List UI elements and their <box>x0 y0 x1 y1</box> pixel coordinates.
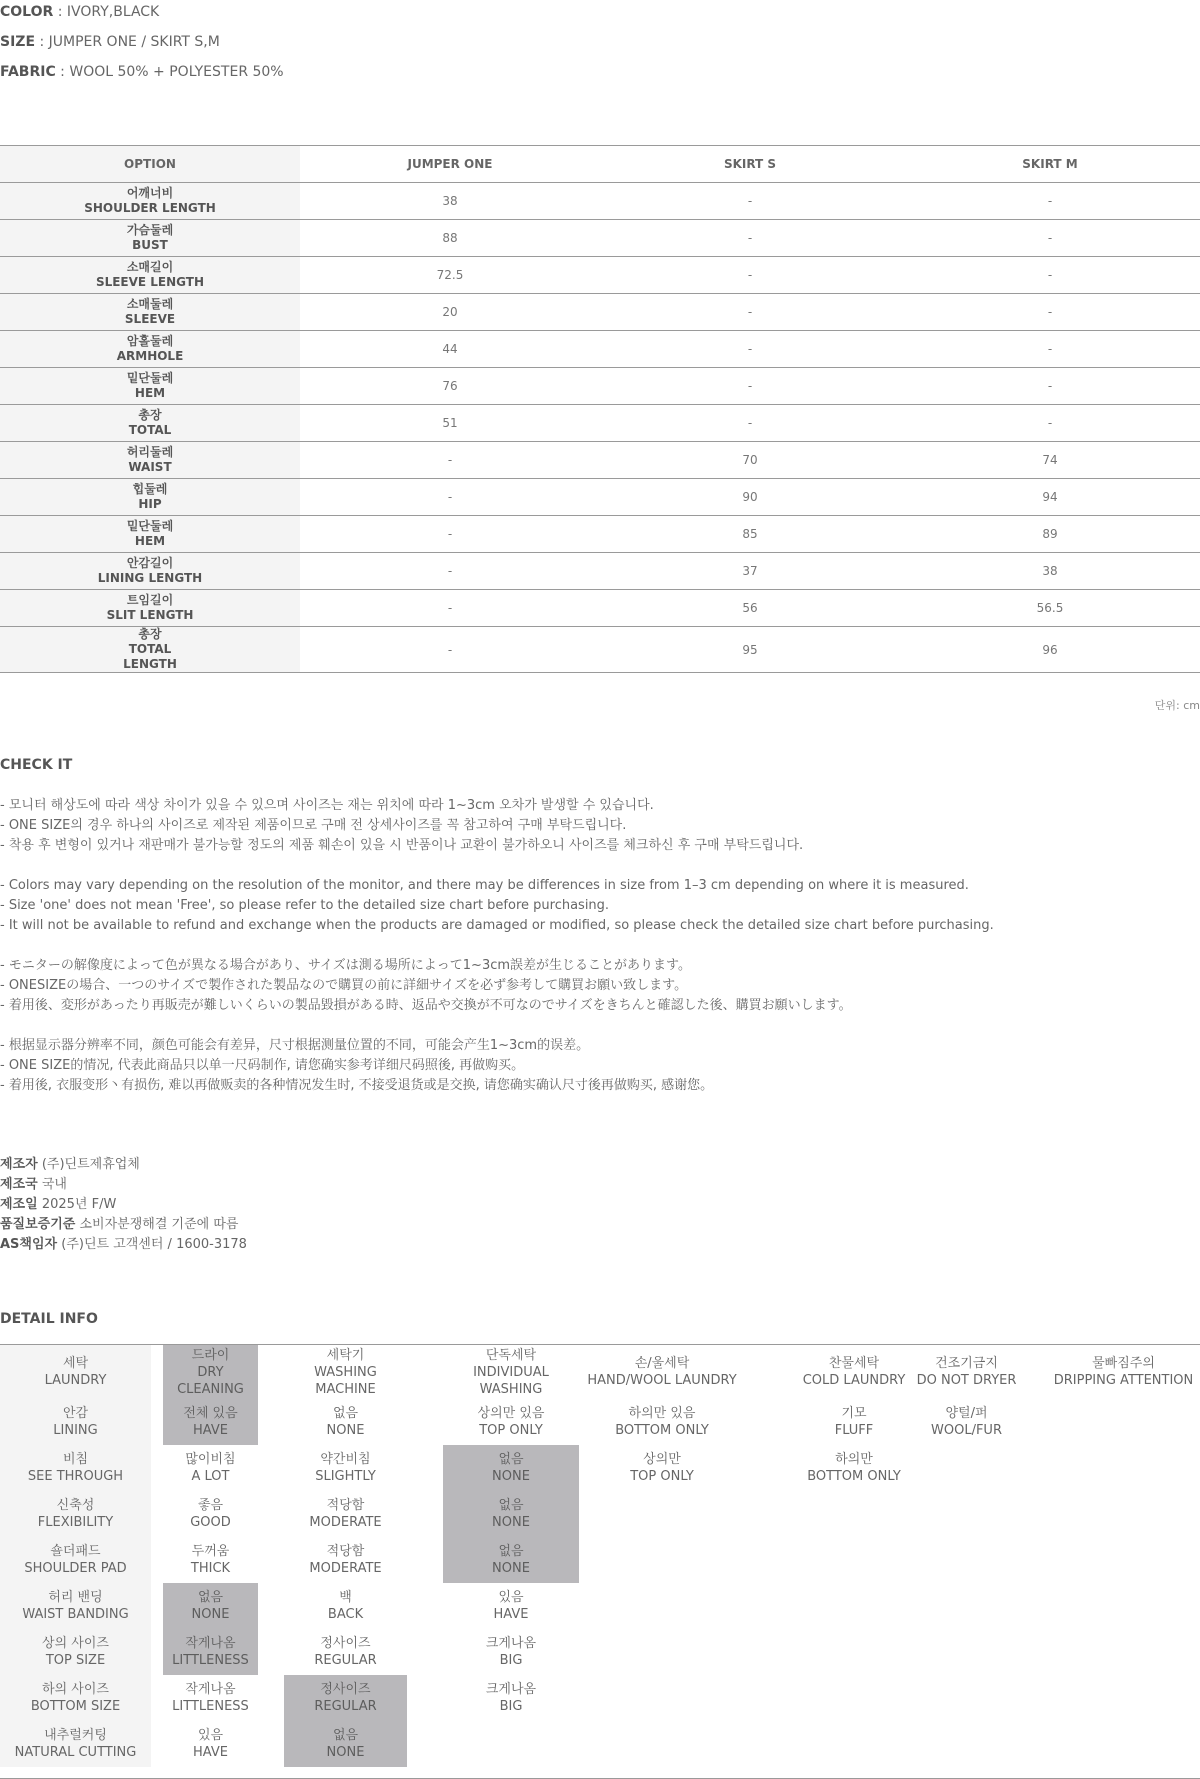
detail-category-text: 숄더패드 <box>50 1544 101 1559</box>
size-row-label-en: HEM <box>134 386 166 400</box>
detail-option-text: THICK <box>190 1561 231 1576</box>
detail-option-text: GOOD <box>190 1515 231 1530</box>
detail-option <box>578 1399 746 1445</box>
detail-option-selected <box>163 1399 258 1445</box>
size-cell: - <box>1047 416 1053 430</box>
size-row-label-ko: 소매둘레 <box>126 297 174 311</box>
detail-option-text: 적당함 <box>326 1498 365 1513</box>
detail-category-text: BOTTOM SIZE <box>30 1699 121 1714</box>
detail-option-text: 백 <box>339 1590 352 1605</box>
detail-option <box>284 1445 407 1491</box>
detail-option <box>908 1345 1025 1399</box>
size-cell: - <box>447 642 453 657</box>
detail-option-text: DRIPPING ATTENTION <box>1053 1373 1194 1388</box>
note-spacer <box>0 936 1200 956</box>
detail-option-text: 약간비침 <box>320 1452 371 1467</box>
maker-line <box>0 1195 247 1215</box>
detail-option-text: FLUFF <box>834 1423 874 1438</box>
detail-category-text: TOP SIZE <box>45 1653 106 1668</box>
detail-option <box>163 1537 258 1583</box>
header-option: OPTION <box>0 146 300 183</box>
detail-category-text: 상의 사이즈 <box>42 1636 109 1651</box>
detail-category <box>0 1583 151 1629</box>
size-cell: - <box>1047 342 1053 356</box>
detail-option-text: 세탁기 <box>326 1347 365 1363</box>
size-row-label-ko: 어깨너비 <box>126 186 174 200</box>
note-line: - ONE SIZE的情况, 代表此商品只以单一尺码制作, 请您确实参考详细尺码照後, 再做购买。 <box>0 1058 525 1073</box>
detail-option <box>443 1345 579 1399</box>
detail-option <box>578 1445 746 1491</box>
size-row-label-ko: 힙둘레 <box>132 482 168 496</box>
note-line: - ONE SIZE의 경우 하나의 사이즈로 제작된 제품이므로 구매 전 상세사이즈를 꼭 참고하여 구매 부탁드립니다. <box>0 818 627 833</box>
note-line: - 着用後, 衣服变形丶有损伤, 难以再做贩卖的各种情况发生时, 不接受退货或是交换, 请您确实确认尺寸後再做购买, 感谢您。 <box>0 1078 714 1093</box>
size-row-label-en: SHOULDER LENGTH <box>84 201 216 215</box>
size-cell: - <box>1047 231 1053 245</box>
detail-option-text: 손/울세탁 <box>634 1356 690 1371</box>
size-row-label-en: SLIT LENGTH <box>106 608 194 622</box>
detail-option-text: HAVE <box>193 1745 228 1760</box>
detail-option-text: HAVE <box>193 1423 228 1438</box>
detail-option-text: BIG <box>499 1653 523 1668</box>
detail-option-text: 크게나옴 <box>485 1636 537 1651</box>
detail-option-text: 상의만 있음 <box>477 1406 545 1421</box>
size-row-label <box>0 553 300 590</box>
detail-option <box>791 1445 917 1491</box>
size-row-label-ko: 암홀둘레 <box>126 334 174 348</box>
note-line: - Size 'one' does not mean 'Free', so please refer to the detailed size chart before purchasing. <box>0 898 610 913</box>
detail-option-text: 건조기금지 <box>935 1356 998 1371</box>
detail-option-text: MODERATE <box>309 1561 382 1576</box>
detail-option-text: 찬물세탁 <box>828 1356 880 1371</box>
detail-category-text: NATURAL CUTTING <box>14 1745 137 1760</box>
detail-option-text: 적당함 <box>326 1544 365 1559</box>
size-row-label <box>0 627 300 673</box>
detail-option-text: 단독세탁 <box>485 1347 537 1363</box>
detail-option <box>284 1399 407 1445</box>
detail-option-selected <box>163 1583 258 1629</box>
detail-option-selected <box>284 1675 407 1721</box>
detail-category-text: WAIST BANDING <box>22 1607 129 1622</box>
size-row-label <box>0 331 300 368</box>
size-cell: 56 <box>742 601 758 615</box>
size-cell: 38 <box>442 194 458 208</box>
detail-option-text: 상의만 <box>643 1452 681 1467</box>
maker-value: 소비자분쟁해결 기준에 따름 <box>75 1217 239 1232</box>
detail-option-text: 두꺼움 <box>191 1544 230 1559</box>
detail-option <box>284 1491 407 1537</box>
detail-option <box>791 1399 917 1445</box>
spec-fabric <box>0 64 284 80</box>
size-cell: - <box>447 527 453 541</box>
header-skirt-m: SKIRT M <box>1022 157 1078 171</box>
maker-value: 국내 <box>37 1177 67 1192</box>
detail-option-selected <box>443 1537 579 1583</box>
detail-option-text: CLEANING <box>177 1381 244 1397</box>
size-row-label-en: ARMHOLE <box>116 349 184 363</box>
detail-info-grid <box>0 1345 1200 1778</box>
detail-option <box>284 1583 407 1629</box>
detail-option-text: 작게나옴 <box>185 1636 236 1651</box>
detail-category <box>0 1491 151 1537</box>
size-table-row <box>0 368 1200 405</box>
detail-category <box>0 1345 151 1399</box>
size-cell: 95 <box>742 642 758 657</box>
detail-option-text: 없음 <box>197 1590 224 1605</box>
detail-category-text: 허리 밴딩 <box>48 1590 103 1605</box>
detail-category-text: 세탁 <box>62 1356 89 1371</box>
size-cell: 76 <box>442 379 458 393</box>
detail-option-text: 정사이즈 <box>320 1636 371 1651</box>
size-table-row <box>0 479 1200 516</box>
size-cell: - <box>1047 305 1053 319</box>
detail-option-text: NONE <box>492 1469 530 1484</box>
size-table-row <box>0 553 1200 590</box>
maker-line <box>0 1155 247 1175</box>
detail-option-text: 전체 있음 <box>183 1406 238 1421</box>
detail-option <box>284 1345 407 1399</box>
unit-note: 단위: cm <box>1154 699 1200 712</box>
detail-option-text: LITTLENESS <box>172 1653 249 1668</box>
maker-label: 제조자 <box>0 1157 38 1172</box>
detail-option-text: SLIGHTLY <box>315 1469 376 1484</box>
detail-option <box>443 1399 579 1445</box>
detail-option-text: 물빠짐주의 <box>1092 1356 1155 1371</box>
detail-category-text: LINING <box>53 1423 98 1438</box>
size-row-label <box>0 294 300 331</box>
size-row-label-ko: 소매길이 <box>126 260 174 274</box>
size-row-label-en: TOTAL <box>128 423 172 437</box>
detail-option <box>163 1721 258 1767</box>
size-cell: - <box>747 416 753 430</box>
detail-category <box>0 1445 151 1491</box>
detail-option-text: TOP ONLY <box>630 1469 694 1484</box>
detail-option-selected <box>443 1491 579 1537</box>
detail-option-text: NONE <box>326 1423 365 1438</box>
maker-value: (주)딘트제휴업체 <box>37 1157 140 1172</box>
detail-option <box>163 1675 258 1721</box>
maker-label: 품질보증기준 <box>0 1217 76 1232</box>
detail-option-text: 드라이 <box>191 1347 230 1363</box>
maker-line <box>0 1215 247 1235</box>
detail-option-text: 없음 <box>498 1452 524 1467</box>
detail-option-text: 정사이즈 <box>320 1682 371 1697</box>
size-cell: - <box>747 305 753 319</box>
detail-category <box>0 1629 151 1675</box>
size-cell: - <box>447 601 453 615</box>
note-line: - 착용 후 변형이 있거나 재판매가 불가능할 정도의 제품 훼손이 있을 시 반품이나 교환이 불가하오니 사이즈를 체크하신 후 구매 부탁드립니다. <box>0 838 804 853</box>
size-table-row <box>0 257 1200 294</box>
size-row-label <box>0 368 300 405</box>
detail-option-text: 작게나옴 <box>185 1682 236 1697</box>
size-row-label-en: LINING LENGTH <box>97 571 203 585</box>
size-row-label-ko: 총장 <box>138 408 162 422</box>
check-it-title: CHECK IT <box>0 757 73 773</box>
detail-option-text: HAND/WOOL LAUNDRY <box>587 1373 737 1388</box>
size-cell: - <box>747 342 753 356</box>
detail-category-text: SEE THROUGH <box>27 1469 124 1484</box>
detail-option <box>578 1345 746 1399</box>
spec-fabric-value: : WOOL 50% + POLYESTER 50% <box>55 64 284 80</box>
spec-fabric-label: FABRIC <box>0 64 56 80</box>
detail-option-text: 많이비침 <box>185 1452 236 1467</box>
detail-category-text: LAUNDRY <box>44 1373 107 1388</box>
size-cell: - <box>747 194 753 208</box>
detail-option-text: NONE <box>492 1561 530 1576</box>
size-row-label-ko: 허리둘레 <box>126 445 174 459</box>
detail-category-text: 하의 사이즈 <box>42 1682 109 1697</box>
size-cell: 37 <box>742 564 758 578</box>
size-cell: 70 <box>742 453 758 467</box>
note-line: - Colors may vary depending on the resolution of the monitor, and there may be differences in size from 1–3 cm depending on where it is measured. <box>0 878 969 893</box>
size-cell: 85 <box>742 527 758 541</box>
detail-option <box>163 1491 258 1537</box>
detail-option-text: REGULAR <box>314 1699 377 1714</box>
size-row-label-en: BUST <box>132 238 168 252</box>
size-table-row <box>0 405 1200 442</box>
note-line: - ONESIZEの場合、一つのサイズで製作された製品なので購買の前に詳細サイズを必ず参考して購買お願い致します。 <box>0 978 688 993</box>
detail-option-text: 하의만 <box>835 1452 873 1467</box>
maker-label: 제조국 <box>0 1177 38 1192</box>
size-cell: 74 <box>1042 453 1058 467</box>
size-cell: 90 <box>742 490 758 504</box>
detail-option-text: 없음 <box>332 1728 359 1743</box>
maker-info <box>0 1155 247 1255</box>
detail-option <box>791 1345 917 1399</box>
detail-option-selected <box>163 1345 258 1399</box>
size-row-label-ko: 밑단둘레 <box>126 371 174 385</box>
detail-category <box>0 1537 151 1583</box>
note-line: - 着用後、変形があったり再販売が難しいくらいの製品毀損がある時、返品や交換が不可なのでサイズをきちんと確認した後、購買お願いします。 <box>0 998 852 1013</box>
detail-option-text: DRY <box>197 1364 224 1380</box>
size-row-label <box>0 442 300 479</box>
check-it-notes <box>0 796 1200 1096</box>
size-row-label <box>0 590 300 627</box>
detail-option-text: 하의만 있음 <box>628 1406 696 1421</box>
detail-category-text: FLEXIBILITY <box>37 1515 114 1530</box>
size-cell: 94 <box>1042 490 1058 504</box>
spec-color-value: : IVORY,BLACK <box>53 4 160 20</box>
maker-label: 제조일 <box>0 1197 38 1212</box>
detail-option <box>284 1537 407 1583</box>
size-table <box>0 145 1200 673</box>
size-row-label <box>0 516 300 553</box>
size-table-row <box>0 590 1200 627</box>
size-row-label-ko: 총장 <box>138 627 162 641</box>
detail-option-text: NONE <box>492 1515 530 1530</box>
size-row-label-en: SLEEVE LENGTH <box>95 275 205 289</box>
detail-info-title: DETAIL INFO <box>0 1311 98 1327</box>
size-table-row <box>0 442 1200 479</box>
spec-color-label: COLOR <box>0 4 54 20</box>
note-line: - 根据显示器分辨率不同，颜色可能会有差异，尺寸根据测量位置的不同，可能会产生1~3cm的误差。 <box>0 1038 590 1053</box>
spec-color <box>0 4 159 20</box>
size-cell: 20 <box>442 305 458 319</box>
header-jumper-one: JUMPER ONE <box>407 157 493 171</box>
size-cell: 56.5 <box>1036 601 1064 615</box>
size-cell: 44 <box>442 342 458 356</box>
detail-option-text: 크게나옴 <box>485 1682 537 1697</box>
size-row-label-en: HEM <box>134 534 166 548</box>
detail-option-text: DO NOT DRYER <box>916 1373 1017 1388</box>
size-cell: 38 <box>1042 564 1058 578</box>
size-cell: - <box>1047 194 1053 208</box>
detail-option-selected <box>443 1445 579 1491</box>
size-row-label-ko: 트임길이 <box>126 593 174 607</box>
detail-option-text: TOP ONLY <box>479 1423 543 1438</box>
detail-option <box>284 1629 407 1675</box>
note-spacer <box>0 856 1200 876</box>
detail-option-text: WOOL/FUR <box>931 1423 1002 1438</box>
size-row-label-en: WAIST <box>128 460 172 474</box>
detail-option <box>443 1629 579 1675</box>
size-cell: 72.5 <box>436 268 464 282</box>
size-cell: - <box>447 490 453 504</box>
size-cell: 89 <box>1042 527 1058 541</box>
size-cell: - <box>447 564 453 578</box>
maker-line <box>0 1175 247 1195</box>
size-row-label-ko: 밑단둘레 <box>126 519 174 533</box>
detail-option-text: MODERATE <box>309 1515 382 1530</box>
size-cell: - <box>1047 268 1053 282</box>
detail-option <box>163 1445 258 1491</box>
detail-option-text: WASHING MACHINE <box>314 1364 377 1397</box>
detail-option <box>443 1675 579 1721</box>
size-row-label-en: HIP <box>138 497 162 511</box>
size-cell: 88 <box>442 231 458 245</box>
size-cell: - <box>747 231 753 245</box>
header-skirt-s: SKIRT S <box>723 157 777 171</box>
detail-option-text: 없음 <box>498 1544 524 1559</box>
detail-option-text: NONE <box>191 1607 230 1622</box>
size-table-row <box>0 183 1200 220</box>
detail-option-text: BIG <box>499 1699 523 1714</box>
spec-size <box>0 34 220 50</box>
detail-option-text: 있음 <box>498 1590 524 1605</box>
detail-option <box>443 1583 579 1629</box>
size-row-label-ko: 안감길이 <box>126 556 174 570</box>
note-line: - 모니터 해상도에 따라 색상 차이가 있을 수 있으며 사이즈는 재는 위치에 따라 1~3cm 오차가 발생할 수 있습니다. <box>0 798 654 813</box>
detail-category <box>0 1721 151 1767</box>
note-line: - It will not be available to refund and exchange when the products are damaged or modified, so please check the detailed size chart before purchasing. <box>0 918 994 933</box>
size-cell: - <box>747 379 753 393</box>
size-cell: - <box>747 268 753 282</box>
detail-category <box>0 1399 151 1445</box>
size-row-label <box>0 257 300 294</box>
size-cell: 96 <box>1042 642 1058 657</box>
detail-option-text: COLD LAUNDRY <box>802 1373 906 1388</box>
detail-option-text: 있음 <box>197 1728 224 1743</box>
detail-option-text: 없음 <box>332 1406 359 1421</box>
size-row-label-en: SLEEVE <box>124 312 176 326</box>
spec-size-label: SIZE <box>0 34 36 50</box>
size-row-label-en: TOTAL <box>128 642 172 656</box>
detail-option-selected <box>284 1721 407 1767</box>
size-row-label <box>0 479 300 516</box>
detail-category <box>0 1675 151 1721</box>
size-cell: - <box>447 453 453 467</box>
detail-category-text: 내추럴커팅 <box>44 1728 107 1743</box>
size-cell: - <box>1047 379 1053 393</box>
spec-size-value: : JUMPER ONE / SKIRT S,M <box>35 34 220 50</box>
size-table-row <box>0 331 1200 368</box>
maker-value: 2025년 F/W <box>37 1197 117 1212</box>
size-table-header <box>0 146 1200 183</box>
detail-category-text: 신축성 <box>56 1498 95 1513</box>
maker-label: AS책임자 <box>0 1237 58 1252</box>
detail-option-text: BACK <box>327 1607 364 1622</box>
size-row-label <box>0 405 300 442</box>
detail-option-text: INDIVIDUAL WASHING <box>473 1364 549 1397</box>
detail-option-text: BOTTOM ONLY <box>615 1423 709 1438</box>
detail-option-text: REGULAR <box>314 1653 377 1668</box>
detail-category-text: 비침 <box>62 1452 89 1467</box>
size-table-row <box>0 294 1200 331</box>
size-row-label-ko: 가슴둘레 <box>126 223 174 237</box>
detail-option-selected <box>163 1629 258 1675</box>
size-row-label <box>0 183 300 220</box>
detail-option-text: 없음 <box>498 1498 524 1513</box>
detail-option-text: HAVE <box>493 1607 529 1622</box>
note-spacer <box>0 1016 1200 1036</box>
detail-option-text: 좋음 <box>197 1498 224 1513</box>
size-table-row <box>0 516 1200 553</box>
detail-category-text: SHOULDER PAD <box>24 1561 127 1576</box>
size-table-row <box>0 220 1200 257</box>
detail-option-text: LITTLENESS <box>172 1699 249 1714</box>
detail-category-text: 안감 <box>62 1406 89 1421</box>
detail-option-text: 양털/퍼 <box>945 1406 988 1421</box>
detail-option <box>908 1399 1025 1445</box>
size-cell: 51 <box>442 416 458 430</box>
maker-value: (주)딘트 고객센터 / 1600-3178 <box>57 1237 247 1252</box>
detail-option-text: 기모 <box>841 1406 867 1421</box>
maker-line <box>0 1235 247 1255</box>
size-row-label <box>0 220 300 257</box>
detail-option-text: NONE <box>326 1745 365 1760</box>
note-line: - モニターの解像度によって色が異なる場合があり、サイズは測る場所によって1~3cm誤差が生じることがあります。 <box>0 958 691 973</box>
size-table-row <box>0 627 1200 673</box>
size-row-label-en2: LENGTH <box>123 657 177 671</box>
detail-option <box>1047 1345 1200 1399</box>
detail-option-text: BOTTOM ONLY <box>807 1469 901 1484</box>
detail-option-text: A LOT <box>191 1469 230 1484</box>
